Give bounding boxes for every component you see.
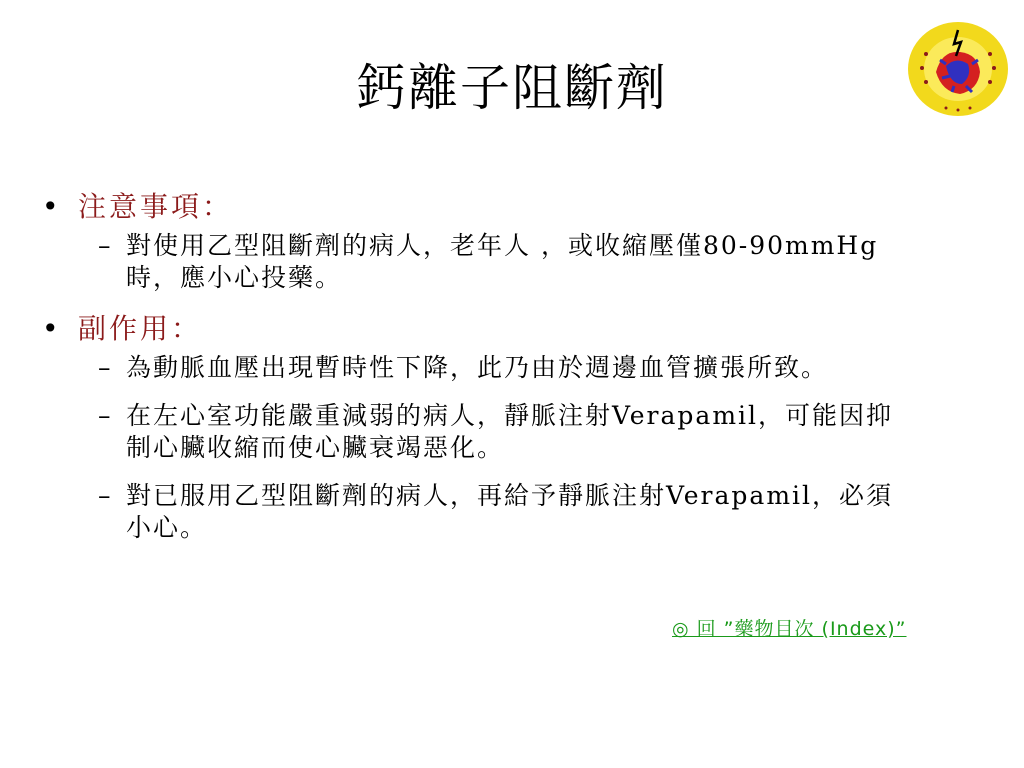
item-text: 對已服用乙型阻斷劑的病人，再給予靜脈注射Verapamil，必須小心。	[126, 481, 894, 542]
item-text: 在左心室功能嚴重減弱的病人，靜脈注射Verapamil，可能因抑制心臟收縮而使心臟衰竭惡化。	[126, 401, 894, 462]
slide-body	[40, 188, 920, 560]
heading-text: 副作用：	[78, 312, 203, 345]
logo-graphic	[906, 20, 1010, 118]
slide-title: 鈣離子阻斷劑	[356, 59, 668, 117]
bullet-icon: •	[42, 190, 59, 223]
dash-icon: –	[98, 353, 111, 382]
dash-icon: –	[98, 481, 111, 510]
back-to-index-link[interactable]: ◎ 回 ”藥物目次 (Index)”	[672, 618, 907, 640]
bullet-item	[40, 230, 920, 294]
bullet-item	[40, 352, 920, 384]
heading-text: 注意事項：	[78, 190, 234, 223]
item-text: 為動脈血壓出現暫時性下降，此乃由於週邊血管擴張所致。	[126, 353, 829, 382]
item-text: 對使用乙型阻斷劑的病人，老年人 ，或收縮壓僅80-90mmHg時，應小心投藥。	[126, 231, 879, 292]
association-seal-logo	[906, 20, 1010, 118]
bullet-icon: •	[42, 312, 59, 345]
bullet-item	[40, 400, 920, 464]
section-heading-side-effects	[40, 310, 920, 348]
dash-icon: –	[98, 401, 111, 430]
dash-icon: –	[98, 231, 111, 260]
section-heading-precautions	[40, 188, 920, 226]
bullet-item	[40, 480, 920, 544]
